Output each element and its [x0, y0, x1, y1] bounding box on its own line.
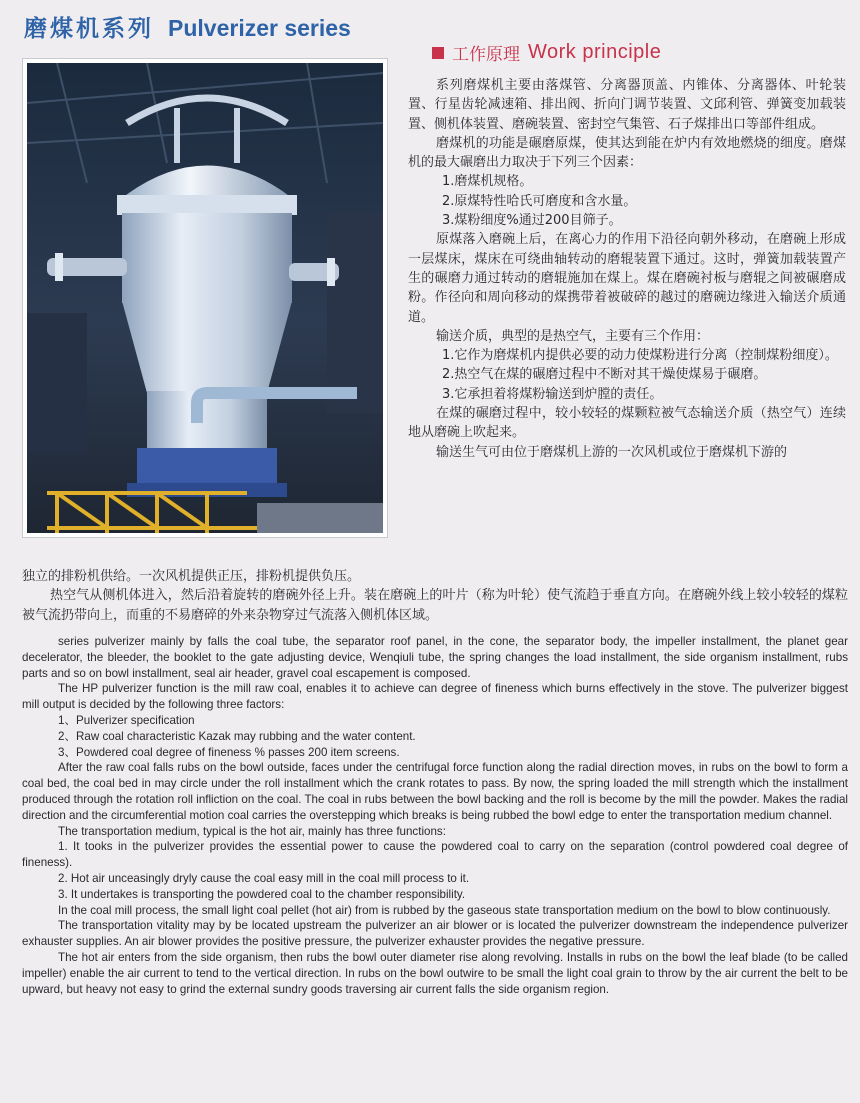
- page-title-cn: 磨煤机系列: [24, 16, 154, 42]
- en-list-item: 2. Hot air unceasingly dryly cause the coal easy mill in the coal mill process to it.: [58, 871, 470, 885]
- section-title-en: Work principle: [528, 41, 662, 63]
- cn-list-item: 3.煤粉细度%通过200目筛子。: [442, 213, 622, 229]
- cn-paragraph: 系列磨煤机主要由落煤管、分离器顶盖、内锥体、分离器体、叶轮装置、行星齿轮减速箱、排出阀、折向门调节装置、文邱利管、弹簧变加载装置、侧机体装置、磨碗装置、密封空气集管、石子煤排出口等部件组成。: [408, 78, 846, 132]
- cn-paragraph: 磨煤机的功能是碾磨原煤，使其达到能在炉内有效地燃烧的细度。磨煤机的最大碾磨出力取决于下列三个因素：: [408, 135, 846, 171]
- section-title-cn: 工作原理: [452, 45, 520, 65]
- cn-paragraph: 输送介质，典型的是热空气，主要有三个作用：: [436, 328, 710, 344]
- en-paragraph: The HP pulverizer function is the mill raw coal, enables it to achieve can degree of fineness which burns effectively in the stove. The pulverizer biggest mill output is decided by the following three factors:: [22, 682, 848, 712]
- cn-list-item: 1.磨煤机规格。: [442, 174, 533, 190]
- cn-list-item: 1.它作为磨煤机内提供必要的动力使煤粉进行分离（控制煤粉细度）。: [442, 348, 838, 364]
- cn-list-item: 2.热空气在煤的碾磨过程中不断对其干燥使煤易于碾磨。: [442, 367, 767, 383]
- en-paragraph: The transportation vitality may by be located upstream the pulverizer an air blower or is located the pulverizer downstream the independence pulverizer exhauster supplies. An air blower provides the positive pressure, the pulverizer exhauster provides the negative pressure.: [22, 919, 848, 949]
- chinese-text-full-width: [22, 567, 848, 625]
- chinese-text-right-column: [408, 76, 846, 462]
- en-list-item: 2、Raw coal characteristic Kazak may rubbing and the water content.: [58, 729, 416, 743]
- pulverizer-illustration: [27, 63, 383, 533]
- en-paragraph: The transportation medium, typical is the hot air, mainly has three functions:: [58, 824, 446, 838]
- pulverizer-photo-frame: [22, 58, 388, 538]
- cn-paragraph: 在煤的碾磨过程中，较小较轻的煤颗粒被气态输送介质（热空气）连续地从磨碗上吹起来。: [408, 406, 846, 441]
- page-header: [24, 10, 351, 43]
- cn-paragraph: 输送生气可由位于磨煤机上游的一次风机或位于磨煤机下游的: [436, 444, 788, 460]
- en-paragraph: series pulverizer mainly by falls the coal tube, the separator roof panel, in the cone, the separator body, the impeller installment, the planet gear decelerator, the bleeder, the booklet to the gate adjusting device, Wenqiuli tube, the spring changes the load installment, the side organism installment, rubs parts and so on bowl installment, seal air header, gravel coal escapement is composed.: [22, 635, 848, 680]
- en-list-item: 1、Pulverizer specification: [58, 713, 195, 727]
- en-paragraph: The hot air enters from the side organism, then rubs the bowl outer diameter rise along revolving. Installs in rubs on the bowl the leaf blade (to be called impeller) enable the air current to tend to the vertical direction. In rubs on the bowl outwire to be small the light coal grain to throw by the air current the belt to be upward, but heavy not easy to grind the external sundry goods traversing air current falls the side organism region.: [22, 950, 848, 996]
- cn-list-item: 2.原煤特性哈氏可磨度和含水量。: [442, 193, 637, 209]
- pulverizer-photo: [27, 63, 383, 533]
- en-list-item: 3. It undertakes is transporting the powdered coal to the chamber responsibility.: [58, 887, 466, 901]
- cn-paragraph: 原煤落入磨碗上后，在离心力的作用下沿径向朝外移动，在磨碗上形成一层煤床，煤床在可绕曲轴转动的磨辊装置下通过。这时，弹簧加载装置产生的碾磨力通过转动的磨辊施加在煤上。煤在磨碗衬板与磨辊之间被碾磨成粉。作径向和周向移动的煤携带着被破碎的越过的磨碗边缘进入输送介质通道。: [408, 232, 846, 325]
- english-text: [22, 634, 848, 997]
- cn-paragraph: 独立的排粉机供给。一次风机提供正压，排粉机提供负压。: [22, 569, 361, 584]
- en-paragraph: After the raw coal falls rubs on the bowl outside, faces under the centrifugal force function along the radial direction moves, in rubs on the bowl to form a coal bed, the coal bed in may circle under the roll installment which the crank rotates to pass. By now, the spring loaded the mill strength which the installment produced through the rotation roll infliction on the coal. The coal in rubs between the bowl backing and the roll is become by the mill the powder. Makes the radial direction and the circumferential motion coal carries the overstepping which breaks is being rubbed the bowl edge to enter the transportation medium channel.: [22, 761, 848, 822]
- en-list-item: 3、Powdered coal degree of fineness % passes 200 item screens.: [58, 745, 400, 759]
- en-list-item: 1. It tooks in the pulverizer provides the essential power to cause the powdered coal to carry on the separation (control powdered coal degree of fineness).: [22, 840, 848, 870]
- en-paragraph: In the coal mill process, the small light coal pellet (hot air) from is rubbed by the gaseous state transportation medium on the bowl to blow continuously.: [58, 903, 831, 917]
- cn-list-item: 3.它承担着将煤粉输送到炉膛的责任。: [442, 386, 663, 402]
- page-title-en: Pulverizer series: [168, 15, 351, 41]
- section-heading: [432, 40, 661, 65]
- section-square-marker: [432, 47, 444, 59]
- cn-paragraph: 热空气从侧机体进入，然后沿着旋转的磨碗外径上升。装在磨碗上的叶片（称为叶轮）使气流趋于垂直方向。在磨碗外线上较小较轻的煤粒被气流扔带向上，而重的不易磨碎的外来杂物穿过气流落入侧机体区域。: [22, 588, 848, 623]
